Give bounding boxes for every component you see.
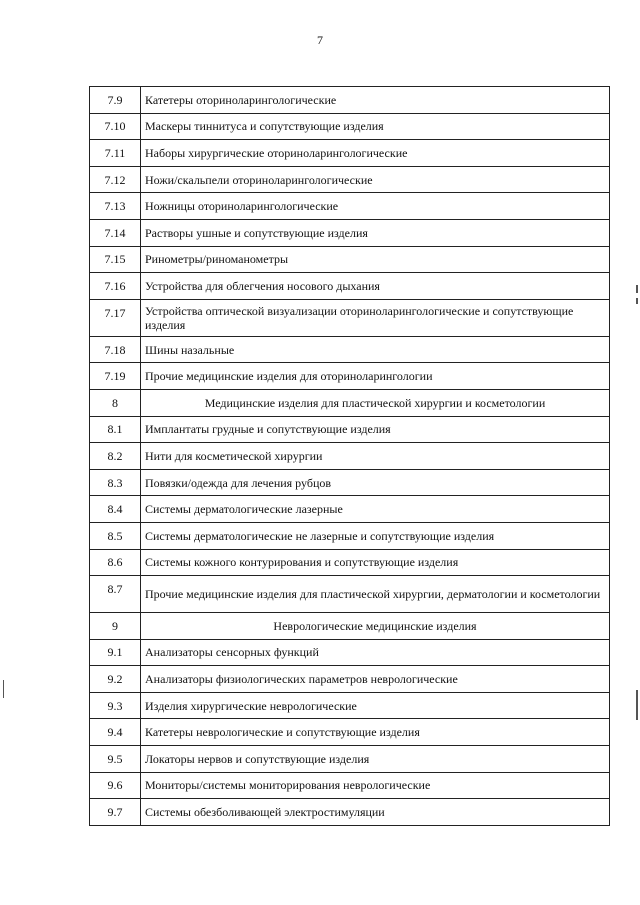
row-number: 9.5 — [90, 746, 141, 773]
page-number: 7 — [317, 33, 323, 47]
scan-edge-mark — [636, 298, 638, 304]
row-name: Нити для косметической хирургии — [141, 443, 610, 470]
row-number: 8.1 — [90, 416, 141, 443]
row-name: Прочие медицинские изделия для пластической хирургии, дерматологии и косметологии — [141, 576, 610, 613]
row-number: 8.3 — [90, 469, 141, 496]
row-number: 8.7 — [90, 576, 141, 613]
table-row — [90, 113, 610, 140]
table-row — [90, 772, 610, 799]
table-row — [90, 336, 610, 363]
row-number: 9.2 — [90, 666, 141, 693]
row-number: 7.13 — [90, 193, 141, 220]
table-row — [90, 140, 610, 167]
row-name: Локаторы нервов и сопутствующие изделия — [141, 746, 610, 773]
row-name: Анализаторы физиологических параметров неврологические — [141, 666, 610, 693]
row-number: 7.10 — [90, 113, 141, 140]
row-number: 9.4 — [90, 719, 141, 746]
row-name: Устройства для облегчения носового дыхания — [141, 273, 610, 300]
row-name: Анализаторы сенсорных функций — [141, 639, 610, 666]
table-row — [90, 719, 610, 746]
table-row — [90, 443, 610, 470]
row-number: 7.9 — [90, 87, 141, 114]
row-number: 8.4 — [90, 496, 141, 523]
table-row — [90, 273, 610, 300]
row-name: Наборы хирургические оториноларингологические — [141, 140, 610, 167]
row-name: Маскеры тиннитуса и сопутствующие изделия — [141, 113, 610, 140]
row-number: 9.1 — [90, 639, 141, 666]
row-name: Ринометры/риноманометры — [141, 246, 610, 273]
row-number: 9.7 — [90, 799, 141, 826]
row-number: 7.11 — [90, 140, 141, 167]
table-row — [90, 363, 610, 390]
row-number: 7.12 — [90, 166, 141, 193]
row-name: Катетеры оториноларингологические — [141, 87, 610, 114]
table-row — [90, 522, 610, 549]
section-title: Неврологические медицинские изделия — [141, 613, 610, 640]
section-number: 9 — [90, 613, 141, 640]
table-row — [90, 166, 610, 193]
table-row — [90, 299, 610, 336]
row-number: 7.14 — [90, 219, 141, 246]
table-row — [90, 496, 610, 523]
scan-edge-mark — [636, 690, 638, 720]
row-number: 7.18 — [90, 336, 141, 363]
row-name: Прочие медицинские изделия для оториноларингологии — [141, 363, 610, 390]
table-row — [90, 666, 610, 693]
table-row — [90, 799, 610, 826]
row-number: 7.15 — [90, 246, 141, 273]
device-classification-table — [89, 86, 610, 826]
row-name: Ножницы оториноларингологические — [141, 193, 610, 220]
section-title: Медицинские изделия для пластической хирургии и косметологии — [141, 389, 610, 416]
table-row — [90, 193, 610, 220]
row-name: Мониторы/системы мониторирования неврологические — [141, 772, 610, 799]
table-row — [90, 87, 610, 114]
table-row — [90, 416, 610, 443]
table-row — [90, 219, 610, 246]
section-row — [90, 389, 610, 416]
row-number: 7.16 — [90, 273, 141, 300]
row-name: Системы дерматологические лазерные — [141, 496, 610, 523]
table-row — [90, 639, 610, 666]
row-name: Имплантаты грудные и сопутствующие изделия — [141, 416, 610, 443]
row-name: Системы дерматологические не лазерные и сопутствующие изделия — [141, 522, 610, 549]
table-row — [90, 469, 610, 496]
row-number: 9.3 — [90, 692, 141, 719]
row-number: 8.2 — [90, 443, 141, 470]
row-name: Ножи/скальпели оториноларингологические — [141, 166, 610, 193]
row-name: Катетеры неврологические и сопутствующие изделия — [141, 719, 610, 746]
scan-edge-mark — [636, 285, 638, 293]
table-row — [90, 692, 610, 719]
row-number: 8.6 — [90, 549, 141, 576]
table-row — [90, 746, 610, 773]
row-number: 9.6 — [90, 772, 141, 799]
row-name: Повязки/одежда для лечения рубцов — [141, 469, 610, 496]
row-number: 8.5 — [90, 522, 141, 549]
row-name: Шины назальные — [141, 336, 610, 363]
row-name: Системы кожного контурирования и сопутствующие изделия — [141, 549, 610, 576]
row-name: Системы обезболивающей электростимуляции — [141, 799, 610, 826]
row-name: Растворы ушные и сопутствующие изделия — [141, 219, 610, 246]
row-number: 7.19 — [90, 363, 141, 390]
scan-edge-mark — [3, 680, 4, 698]
row-number: 7.17 — [90, 299, 141, 336]
table-row — [90, 549, 610, 576]
row-name: Изделия хирургические неврологические — [141, 692, 610, 719]
section-number: 8 — [90, 389, 141, 416]
table-row — [90, 246, 610, 273]
table-row — [90, 576, 610, 613]
section-row — [90, 613, 610, 640]
row-name: Устройства оптической визуализации оториноларингологические и сопутствующие изделия — [141, 299, 610, 336]
